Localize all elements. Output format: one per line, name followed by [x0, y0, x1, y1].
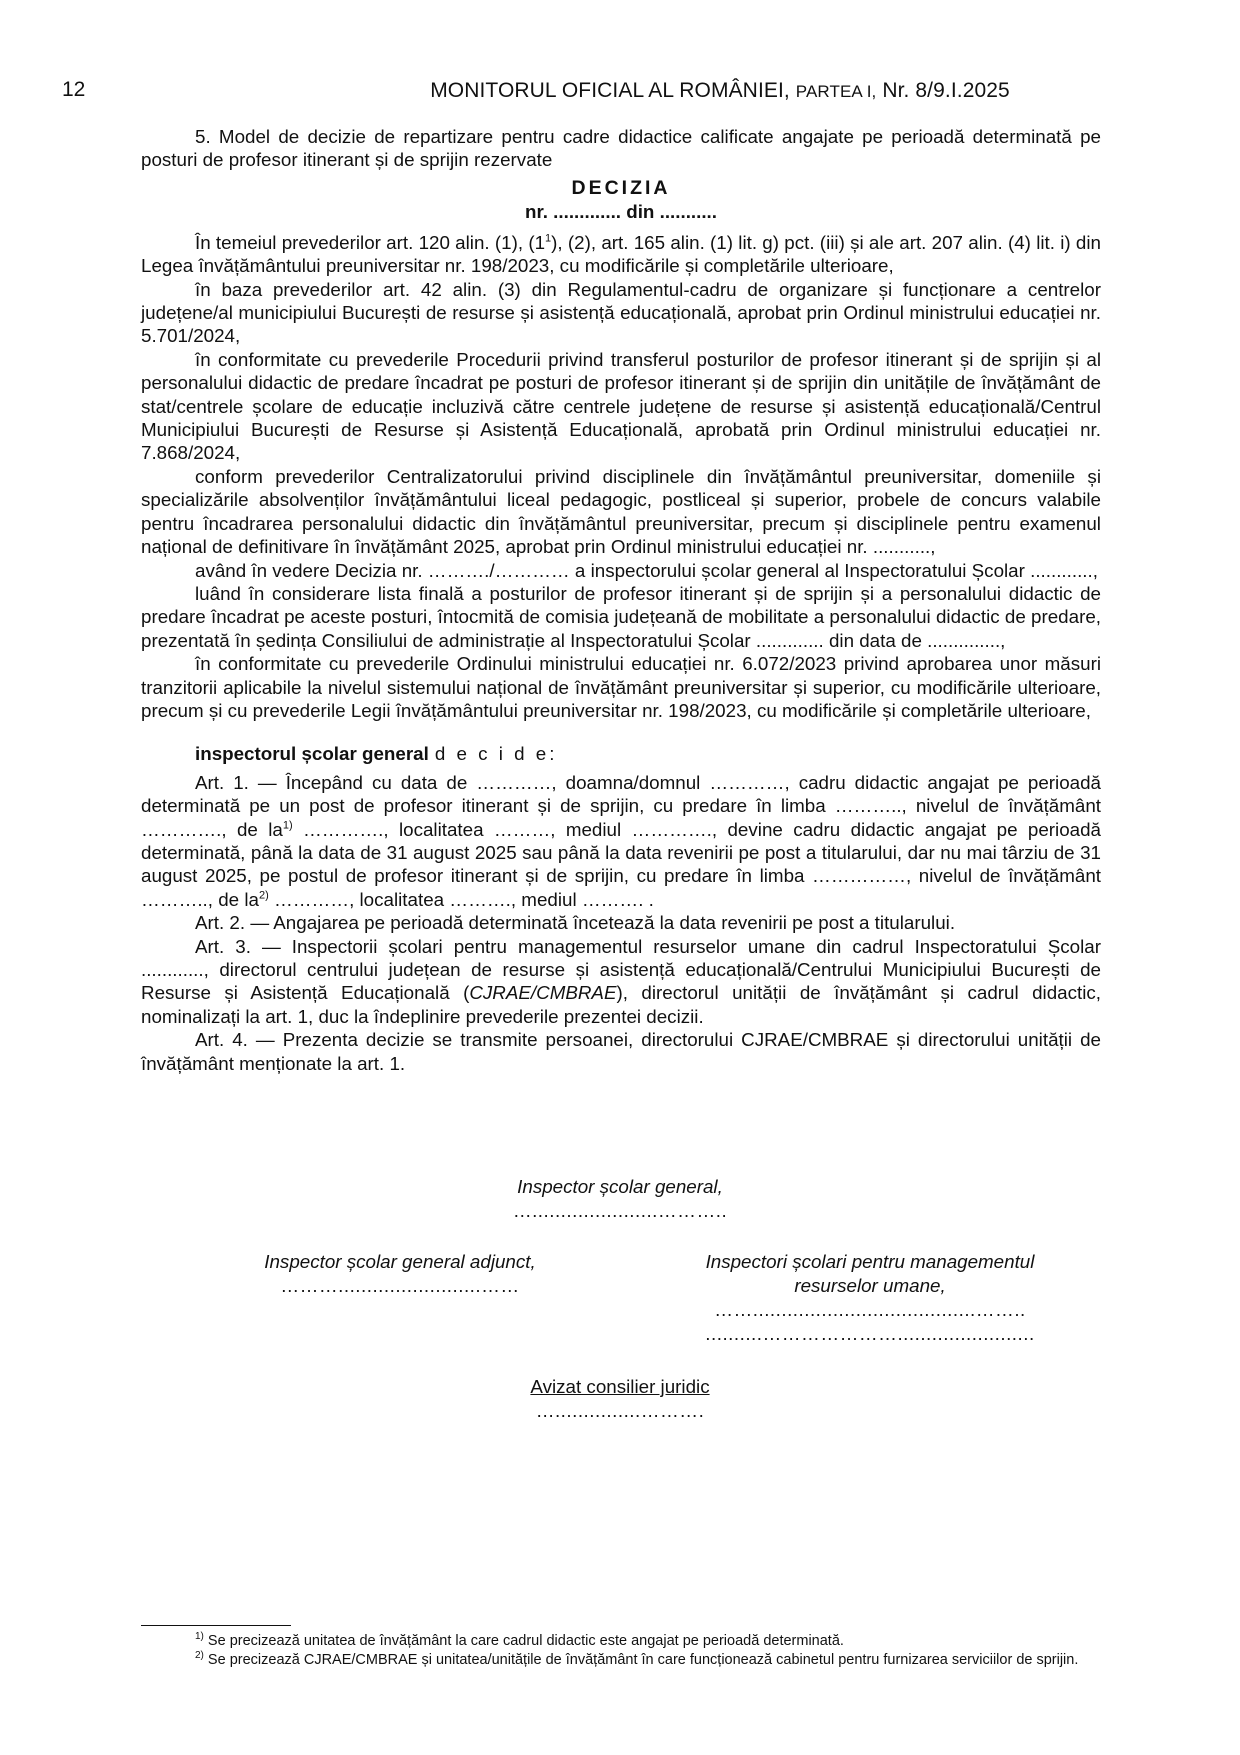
- preamble-paragraph-2: în baza prevederilor art. 42 alin. (3) din Regulamentul-cadru de organizare și funcționare a centrelor județene/al municipiului București de resurse și asistență educațională, aprobat prin Ordinul ministrului educației nr. 5.701/2024,: [141, 278, 1101, 347]
- signature-role: Avizat consilier juridic: [530, 1376, 710, 1397]
- publication-part: PARTEA I,: [795, 82, 877, 101]
- preamble-paragraph-6: luând în considerare lista finală a posturilor de profesor itinerant și de sprijin și a personalului didactic de predare încadrat pe aceste posturi, întocmită de comisia județeană de mobilitate a personalului didactic de predare, prezentată în ședința Consiliului de administrație al Inspectoratului Școlar ............. din data de ..............,: [141, 582, 1101, 651]
- footnote-ref-1: 1): [282, 819, 293, 832]
- signature-legal-advisor: [420, 1375, 820, 1423]
- article-4: Art. 4. — Prezenta decizie se transmite persoanei, directorului CJRAE/CMBRAE și directorului unității de învățământ menționate la art. 1.: [141, 1029, 1101, 1074]
- preamble-paragraph-3: în conformitate cu prevederile Procedurii privind transferul posturilor de profesor itinerant și de sprijin și al personalului didactic de predare încadrat pe posturi de profesor itinerant și de sprijin din unitățile de învățământ de stat/centrele școlare de educație incluzivă către centrele județene de resurse și asistență educațională/Centrul Municipiului București de Resurse și Asistență Educațională, aprobată prin Ordinul ministrului educației nr. 7.868/2024,: [141, 348, 1101, 464]
- signature-role: resurselor umane,: [794, 1275, 946, 1296]
- signature-inspector-adjunct: [200, 1250, 600, 1298]
- signature-line: …...............……….: [535, 1400, 705, 1421]
- superscript: 1: [545, 232, 552, 245]
- footnote-text: Se precizează CJRAE/CMBRAE și unitatea/unitățile de învățământ în care funcționează cabinetul pentru furnizarea serviciilor de sprijin.: [203, 1652, 1079, 1668]
- decision-title: DECIZIA: [571, 176, 671, 199]
- signature-line: ..........…………………........................: [705, 1323, 1035, 1344]
- preamble-paragraph-1: [141, 231, 1101, 278]
- article-text: …………., localitatea ………, mediul …………., devine cadru didactic angajat pe perioadă determinată, până la data de 31 august 2025 sau până la data revenirii pe post a titularului, dar nu mai târziu de 31 august 2025, pe postul de profesor itinerant și de sprijin, cu predare în limba ……………, nivelul de învățământ ……….., de la: [141, 818, 1101, 910]
- footnote-2: [141, 1651, 1101, 1670]
- signature-role: Inspectori școlari pentru managementul: [705, 1251, 1035, 1272]
- article-3: [141, 935, 1101, 1029]
- document-body: [141, 125, 1101, 1075]
- preamble-text: În temeiul prevederilor art. 120 alin. (1), (1: [195, 231, 546, 253]
- signature-inspector-general: [420, 1175, 820, 1223]
- footnote-separator: [141, 1625, 291, 1626]
- preamble-paragraph-5: având în vedere Decizia nr. ………./………… a inspectorului școlar general al Inspectoratului Școlar ............,: [195, 559, 1098, 581]
- signature-role: Inspector școlar general,: [517, 1176, 723, 1197]
- article-1: [141, 771, 1101, 911]
- footnote-1: [141, 1632, 1101, 1651]
- page-number: 12: [62, 78, 86, 101]
- publication-issue: Nr. 8/9.I.2025: [882, 79, 1010, 102]
- decision-number: nr. ............. din ...........: [524, 200, 717, 222]
- decides-subject: inspectorul școlar general: [195, 743, 429, 765]
- preamble-paragraph-4: conform prevederilor Centralizatorului privind disciplinele din învățământul preuniversitar, domeniile și specializările absolvenților învățământului liceal pedagogic, postliceal și superior, probele de concurs valabile pentru încadrarea personalului didactic din învățământul preuniversitar, precum și disciplinele pentru examenul național de definitivare în învățământ 2025, aprobat prin Ordinul ministrului educației nr. ...........,: [141, 465, 1101, 558]
- footnote-mark: 1): [195, 1631, 204, 1643]
- article-2: Art. 2. — Angajarea pe perioadă determinată încetează la data revenirii pe post a titularului.: [195, 912, 956, 934]
- signature-hr-inspectors: [670, 1250, 1070, 1346]
- footnote-ref-2: 2): [258, 889, 269, 902]
- preamble-paragraph-7: în conformitate cu prevederile Ordinului ministrului educației nr. 6.072/2023 privind aprobarea unor măsuri tranzitorii aplicabile la nivelul sistemului național de învățământ preuniversitar și superior, cu modificările ulterioare, precum și cu prevederile Legii învățământului preuniversitar nr. 198/2023, cu modificările și completările ulterioare,: [141, 653, 1101, 721]
- article-text: ), directorul unității de învățământ și cadrul didactic, nominalizați la art. 1, duc la îndeplinire prevederile prezentei decizii.: [141, 982, 1102, 1027]
- section-intro: 5. Model de decizie de repartizare pentru cadre didactice calificate angajate pe perioadă determinată pe posturi de profesor itinerant și de sprijin rezervate: [141, 126, 1101, 171]
- article-abbreviation: CJRAE/CMBRAE: [469, 982, 617, 1004]
- signature-line: …......................………..: [512, 1200, 728, 1221]
- publication-name: MONITORUL OFICIAL AL ROMÂNIEI,: [430, 79, 790, 102]
- preamble-text: ), (2), art. 165 alin. (1) lit. g) pct. (iii) și ale art. 207 alin. (4) lit. i) din Legea învățământului preuniversitar nr. 198/2023, cu modificările și completările ulterioare,: [141, 231, 1101, 277]
- footnote-text: Se precizează unitatea de învățământ la care cadrul didactic este angajat pe perioadă determinată.: [203, 1633, 844, 1649]
- running-header: [240, 79, 1200, 103]
- footnotes: [141, 1632, 1101, 1670]
- article-text: Art. 3. — Inspectorii școlari pentru managementul resurselor umane din cadrul Inspectoratului Școlar ............, directorul centrului județean de resurse și asistență educațională/Centrului Municipiului București de Resurse și Asistență Educațională (: [141, 935, 1101, 1004]
- decides-line: [141, 742, 1101, 765]
- article-text: …………, localitatea ………., mediul ………. .: [268, 888, 654, 910]
- signature-line: ……….........................……: [280, 1275, 520, 1296]
- decides-verb: d e c i d e:: [434, 743, 558, 765]
- footnote-mark: 2): [195, 1650, 204, 1662]
- article-text: Art. 1. — Începând cu data de …………, doamna/domnul …………, cadru didactic angajat pe perioadă determinată pe un post de profesor itinerant și de sprijin, cu predare în limba ……….., nivelul de învățământ …………., de la: [141, 771, 1101, 840]
- signature-role: Inspector școlar general adjunct,: [264, 1251, 536, 1272]
- signature-line: …….......................................……..: [714, 1299, 1026, 1320]
